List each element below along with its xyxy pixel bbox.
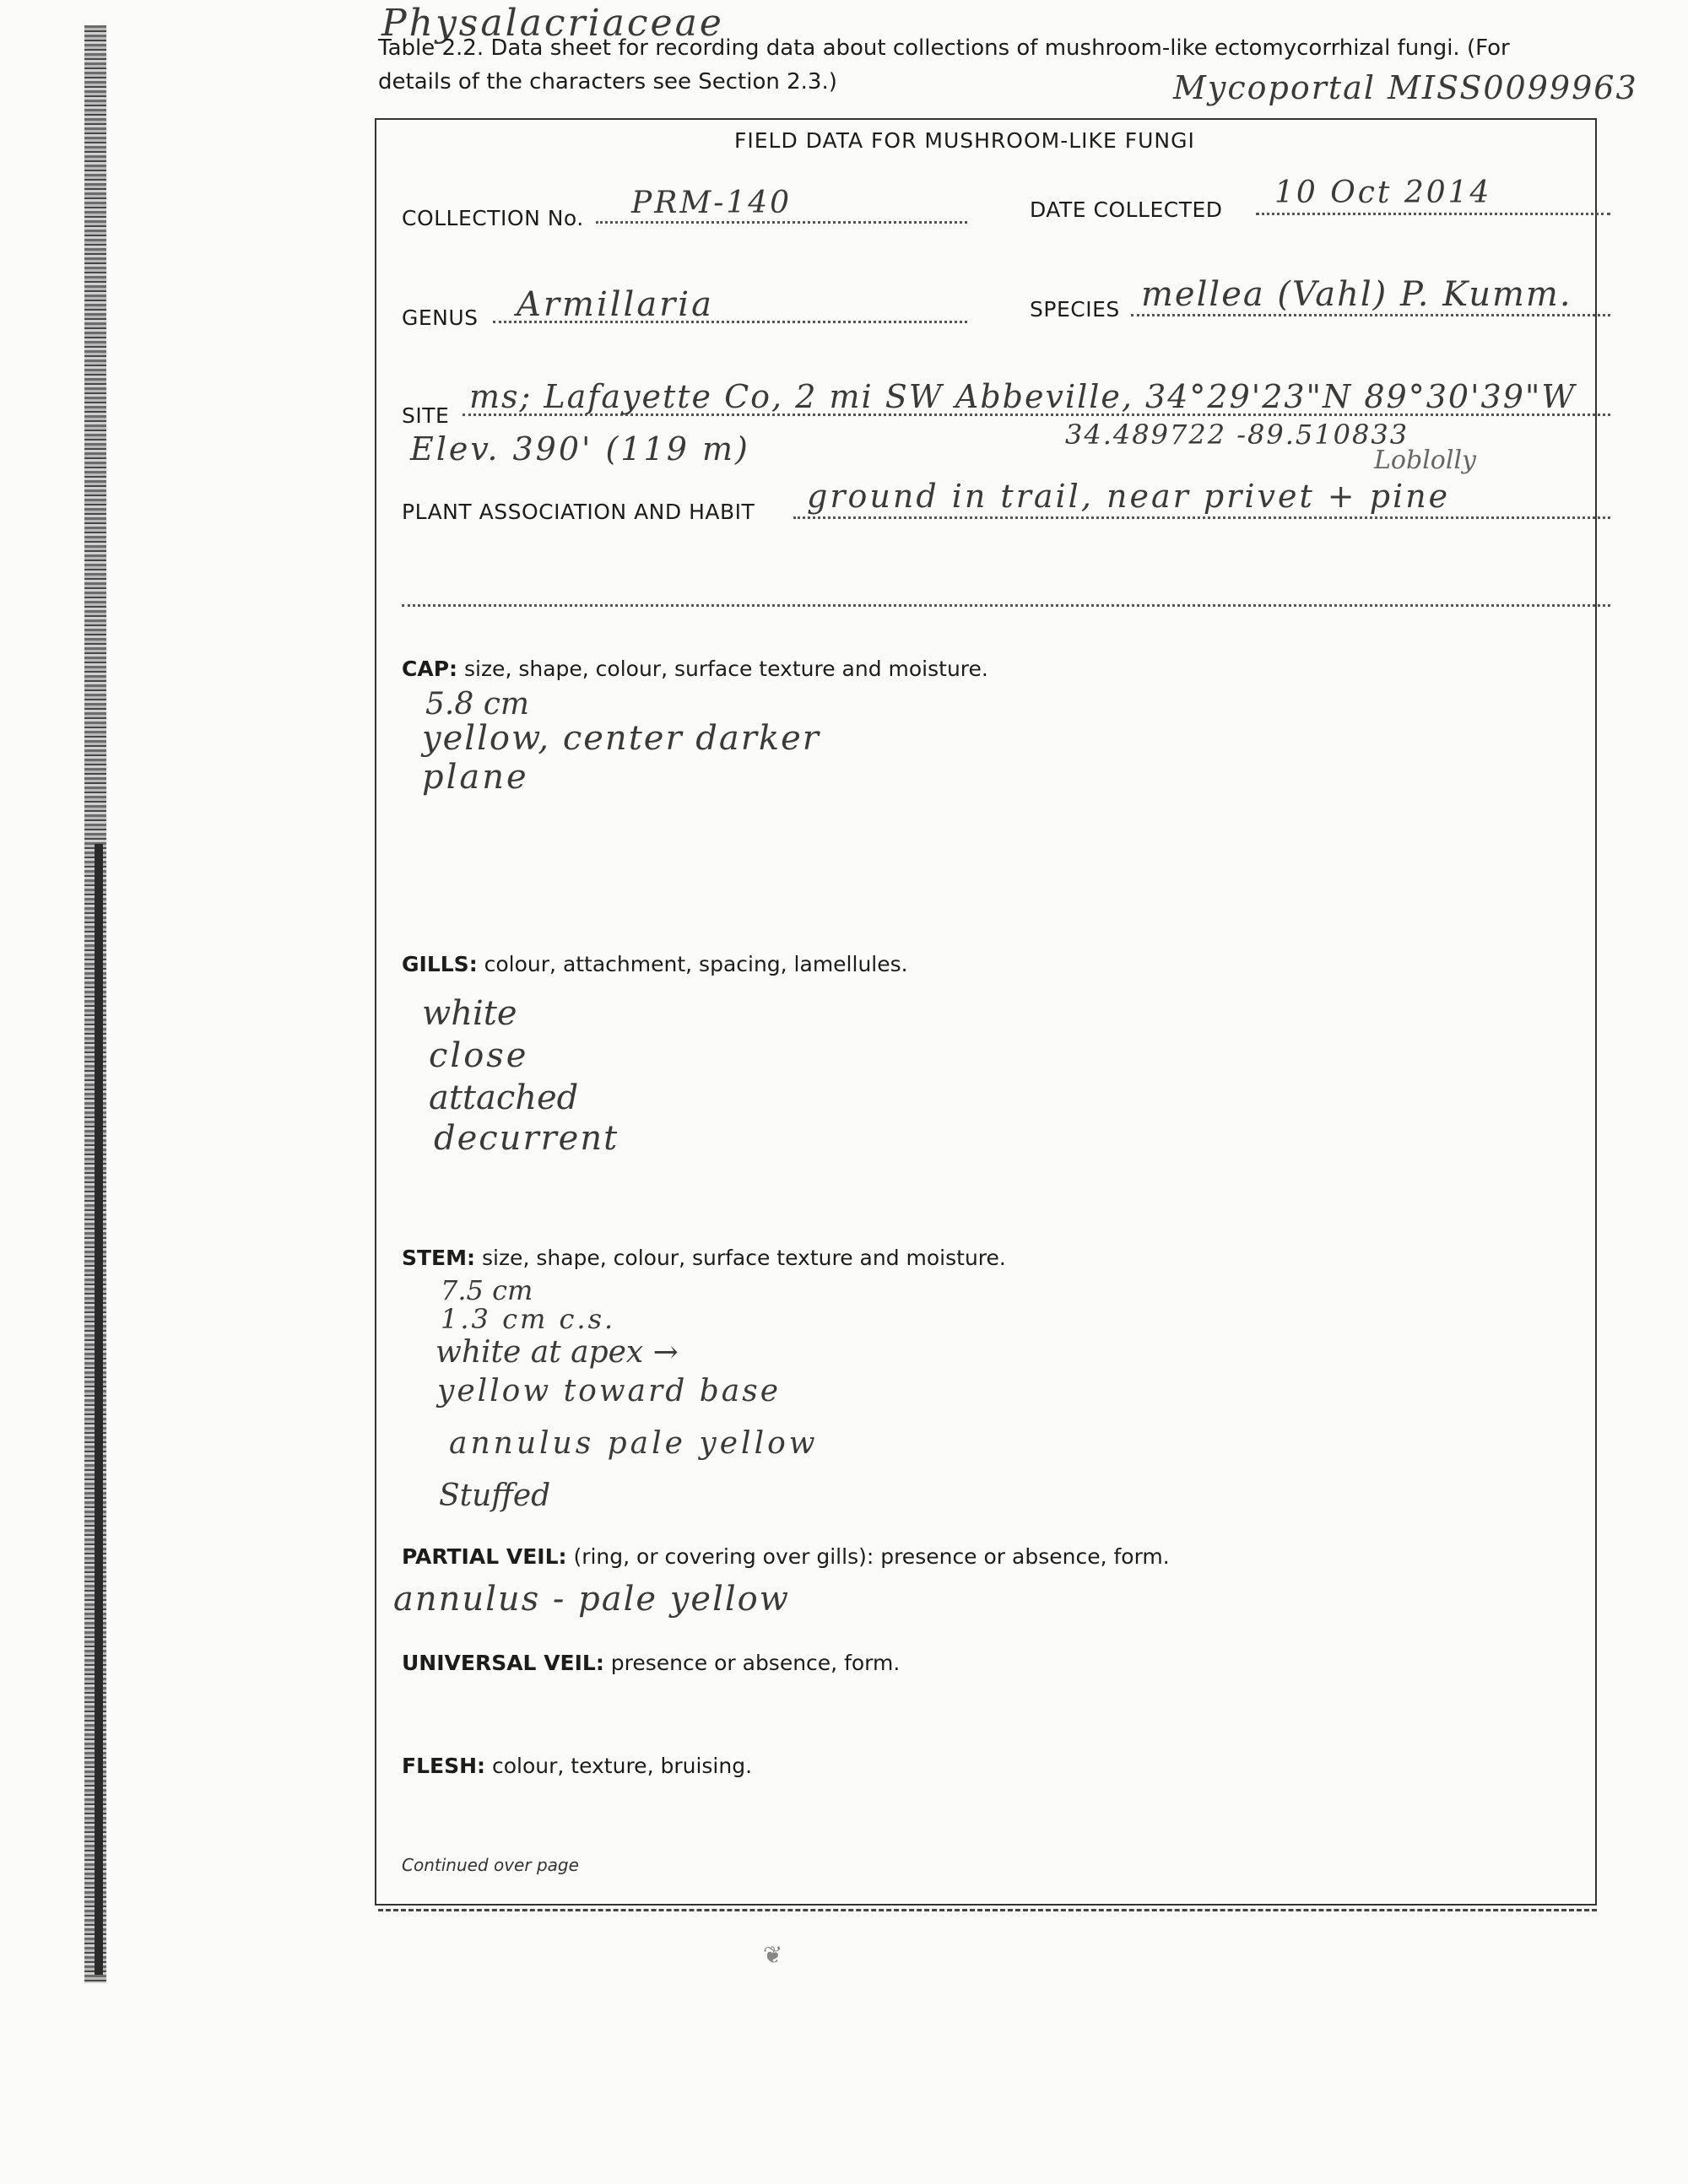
table-caption-line2: details of the characters see Section 2.3.) — [378, 69, 837, 95]
collection-no-value: PRM-140 — [631, 186, 793, 220]
plant-association-line — [793, 516, 1610, 519]
stem-note-1: 7.5 cm — [441, 1274, 533, 1306]
collection-no-line — [596, 221, 967, 224]
stem-note-5: annulus pale yellow — [449, 1426, 819, 1461]
stem-note-3: white at apex → — [436, 1335, 679, 1370]
genus-value: Armillaria — [517, 285, 714, 324]
species-value: mellea (Vahl) P. Kumm. — [1141, 275, 1572, 314]
collection-no-label: COLLECTION No. — [402, 206, 584, 230]
site-coordinates: 34.489722 -89.510833 — [1065, 419, 1409, 451]
partial-veil-description: (ring, or covering over gills): presence or absence, form. — [573, 1544, 1170, 1569]
cap-note-2: yellow, center darker — [422, 719, 820, 758]
stem-description: size, shape, colour, surface texture and moisture. — [481, 1246, 1006, 1270]
stem-heading — [402, 1246, 1006, 1270]
universal-veil-label: UNIVERSAL VEIL: — [402, 1651, 604, 1675]
cap-description: size, shape, colour, surface texture and moisture. — [463, 657, 988, 681]
flesh-description: colour, texture, bruising. — [491, 1754, 753, 1778]
partial-veil-label: PARTIAL VEIL: — [402, 1544, 567, 1569]
partial-veil-heading — [402, 1544, 1170, 1569]
table-caption-line1: Table 2.2. Data sheet for recording data about collections of mushroom-like ectomycorrhizal fungi. (For — [378, 35, 1510, 61]
plant-association-label: PLANT ASSOCIATION AND HABIT — [402, 500, 755, 524]
date-collected-line — [1256, 213, 1610, 215]
universal-veil-description: presence or absence, form. — [610, 1651, 901, 1675]
species-label: SPECIES — [1030, 297, 1120, 322]
scanner-binding-shadow — [95, 844, 103, 1975]
flesh-label: FLESH: — [402, 1754, 486, 1778]
gills-note-2: close — [429, 1036, 529, 1075]
date-collected-value: 10 Oct 2014 — [1274, 176, 1492, 210]
gills-description: colour, attachment, spacing, lamellules. — [484, 952, 908, 976]
stem-note-4: yellow toward base — [437, 1374, 782, 1408]
site-label: SITE — [402, 403, 450, 428]
gills-label: GILLS: — [402, 952, 478, 976]
site-loblolly-note: Loblolly — [1374, 446, 1476, 475]
stem-note-6: Stuffed — [439, 1479, 551, 1513]
genus-label: GENUS — [402, 305, 479, 330]
stem-note-2: 1.3 cm c.s. — [441, 1303, 616, 1335]
gills-heading — [402, 952, 908, 976]
scan-artifact-mark: ❦ — [763, 1941, 783, 1969]
site-elevation: Elev. 390' (119 m) — [410, 430, 750, 468]
gills-note-4: decurrent — [434, 1119, 619, 1158]
cap-label: CAP: — [402, 657, 458, 681]
plant-association-value: ground in trail, near privet + pine — [807, 478, 1451, 515]
stem-label: STEM: — [402, 1246, 476, 1270]
cap-note-3: plane — [422, 758, 529, 797]
family-annotation: Physalacriaceae — [381, 2, 724, 45]
partial-veil-note: annulus - pale yellow — [393, 1580, 790, 1619]
universal-veil-heading — [402, 1651, 900, 1675]
cap-heading — [402, 657, 988, 681]
species-line — [1131, 314, 1610, 316]
form-cut-line — [378, 1909, 1597, 1911]
continued-note: Continued over page — [402, 1855, 579, 1875]
mycoportal-annotation: Mycoportal MISS0099963 — [1173, 69, 1638, 106]
date-collected-label: DATE COLLECTED — [1030, 197, 1223, 222]
cap-note-1: 5.8 cm — [425, 687, 529, 722]
site-value: ms; Lafayette Co, 2 mi SW Abbeville, 34°29'23"N 89°30'39"W — [469, 378, 1577, 415]
gills-note-3: attached — [429, 1078, 579, 1117]
flesh-heading — [402, 1754, 752, 1778]
form-title: FIELD DATA FOR MUSHROOM-LIKE FUNGI — [734, 128, 1195, 153]
gills-note-1: white — [422, 994, 517, 1033]
plant-association-line-2 — [402, 604, 1610, 607]
